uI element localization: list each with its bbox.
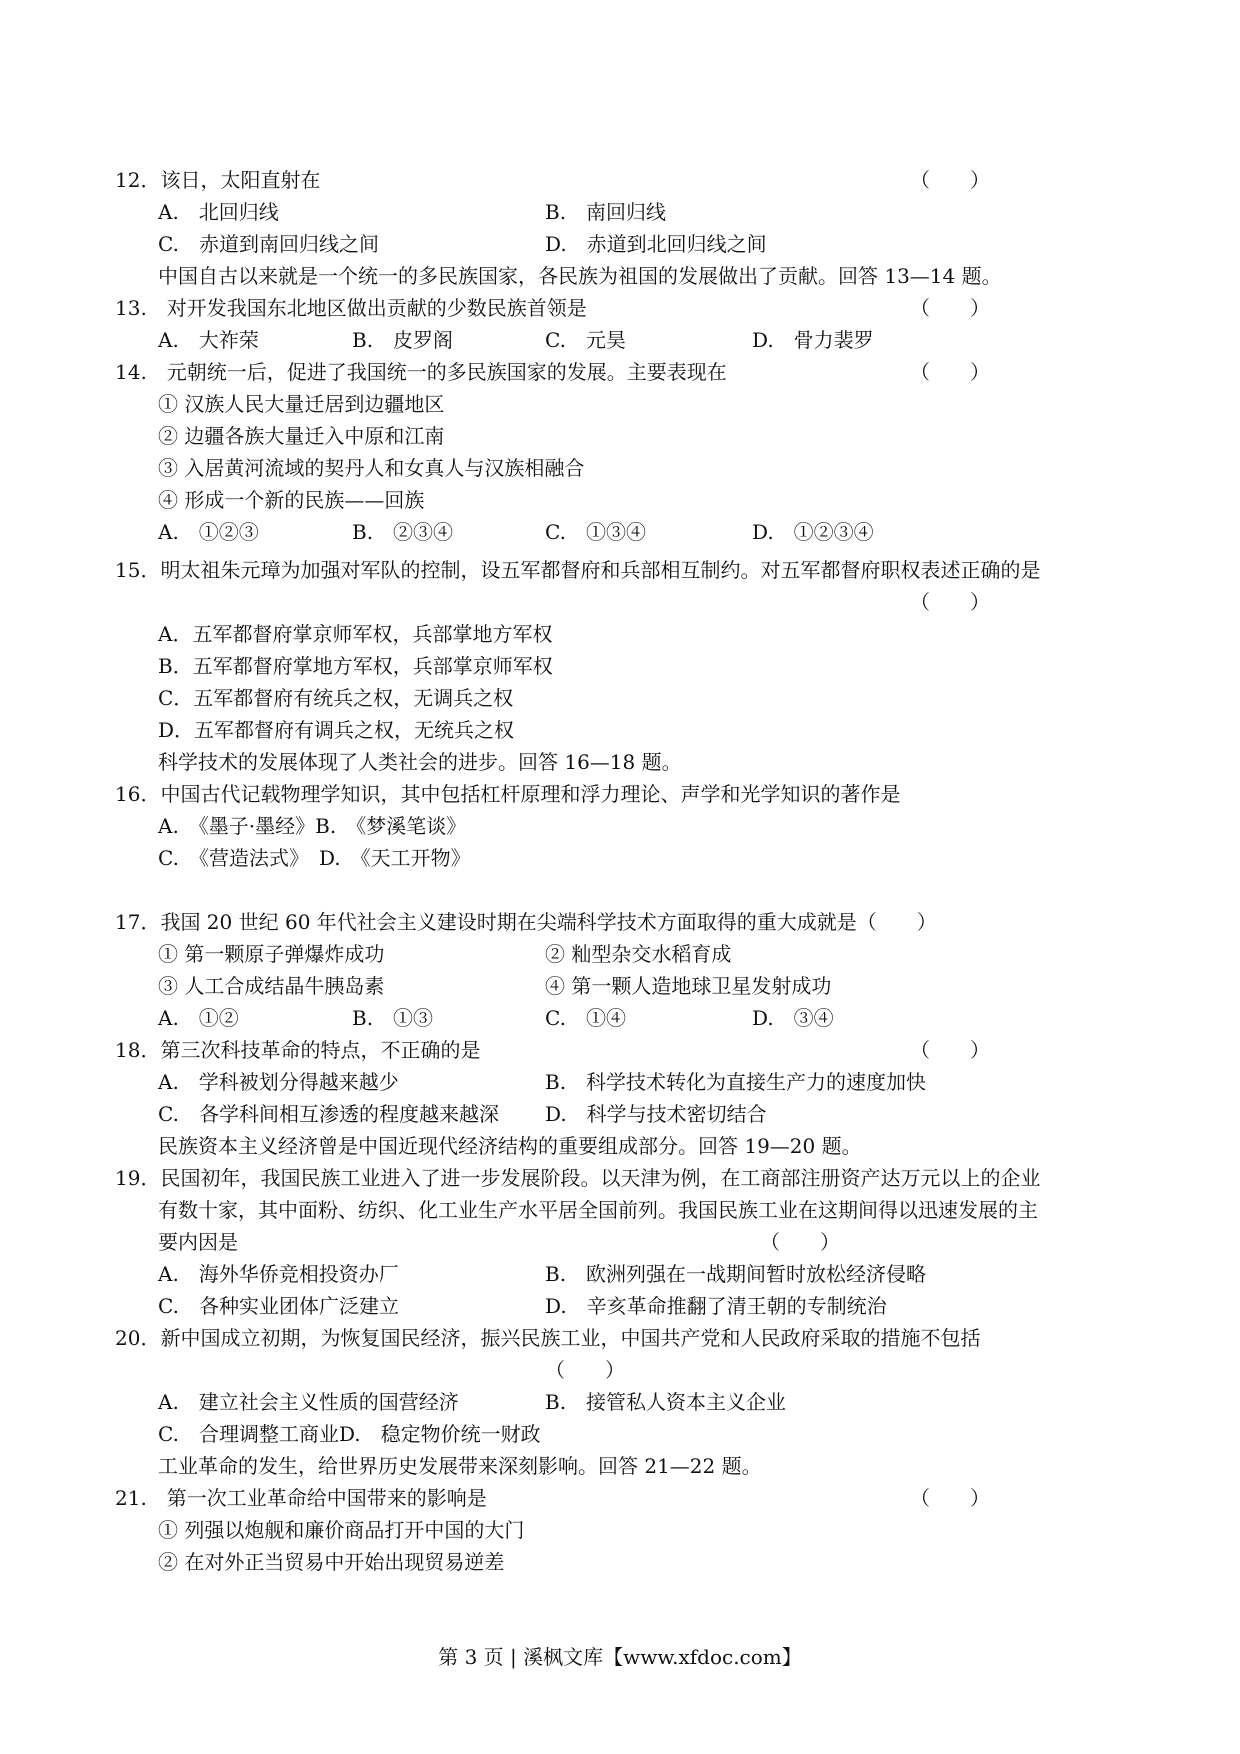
section-intro xyxy=(0,260,1240,292)
option: B. ②③④ xyxy=(352,520,454,544)
option: A. 北回归线 xyxy=(158,200,279,224)
statement-text: ② 边疆各族大量迁入中原和江南 xyxy=(158,424,445,448)
question-14 xyxy=(0,356,1240,388)
option: B. 皮罗阁 xyxy=(352,328,454,352)
question-21 xyxy=(0,1482,1240,1514)
intro-text: 科学技术的发展体现了人类社会的进步。回答 16—18 题。 xyxy=(158,750,682,774)
statement-text: ③ 入居黄河流域的契丹人和女真人与汉族相融合 xyxy=(158,456,585,480)
options-row xyxy=(0,1258,1240,1290)
option: B. 南回归线 xyxy=(545,200,667,224)
options-row xyxy=(0,1066,1240,1098)
question-stem: 14. 元朝统一后，促进了我国统一的多民族国家的发展。主要表现在 xyxy=(115,360,727,384)
option: D. 赤道到北回归线之间 xyxy=(545,232,767,256)
intro-text: 中国自古以来就是一个统一的多民族国家，各民族为祖国的发展做出了贡献。回答 13—14 题。 xyxy=(158,264,1002,288)
question-stem: 17．我国 20 世纪 60 年代社会主义建设时期在尖端科学技术方面取得的重大成就是（ ） xyxy=(115,910,937,934)
question-15 xyxy=(0,554,1240,586)
statements-row xyxy=(0,938,1240,970)
statement-text: ① 汉族人民大量迁居到边疆地区 xyxy=(158,392,445,416)
option: C. 元昊 xyxy=(545,328,626,352)
options-row xyxy=(0,196,1240,228)
option-line xyxy=(0,682,1240,714)
statement-text: ① 列强以炮舰和廉价商品打开中国的大门 xyxy=(158,1518,525,1542)
question-17 xyxy=(0,906,1240,938)
answer-paren: （ ） xyxy=(910,1038,990,1062)
options-row xyxy=(0,1418,1240,1450)
option: D．五军都督府有调兵之权，无统兵之权 xyxy=(158,718,515,742)
statements-row xyxy=(0,970,1240,1002)
option-line xyxy=(0,810,1240,842)
option: C. 赤道到南回归线之间 xyxy=(158,232,379,256)
question-stem: 21. 第一次工业革命给中国带来的影响是 xyxy=(115,1486,487,1510)
question-19 xyxy=(0,1162,1240,1194)
page-footer: 第 3 页 | 溪枫文库【www.xfdoc.com】 xyxy=(438,1645,802,1669)
statement xyxy=(0,452,1240,484)
question-20 xyxy=(0,1322,1240,1354)
statement xyxy=(0,484,1240,516)
option-line xyxy=(0,714,1240,746)
question-13 xyxy=(0,292,1240,324)
option: A．五军都督府掌京师军权，兵部掌地方军权 xyxy=(158,622,553,646)
question-stem: 有数十家，其中面粉、纺织、化工业生产水平居全国前列。我国民族工业在这期间得以迅速发展的主 xyxy=(158,1198,1038,1222)
option: C. ①④ xyxy=(545,1006,626,1030)
option: C. 合理调整工商业D. 稳定物价统一财政 xyxy=(158,1422,541,1446)
paren-row xyxy=(0,1354,1240,1386)
question-stem: 要内因是 xyxy=(158,1230,238,1254)
statement-text: ② 籼型杂交水稻育成 xyxy=(545,942,732,966)
option: B. 科学技术转化为直接生产力的速度加快 xyxy=(545,1070,927,1094)
answer-paren: （ ） xyxy=(910,168,990,192)
options-row xyxy=(0,228,1240,260)
answer-paren: （ ） xyxy=(910,1486,990,1510)
option: C. 各学科间相互渗透的程度越来越深 xyxy=(158,1102,499,1126)
options-row xyxy=(0,516,1240,548)
question-19-cont xyxy=(0,1194,1240,1226)
answer-paren: （ ） xyxy=(910,296,990,320)
statement-text: ④ 形成一个新的民族——回族 xyxy=(158,488,425,512)
answer-paren: （ ） xyxy=(760,1230,840,1254)
option: B. 欧洲列强在一战期间暂时放松经济侵略 xyxy=(545,1262,927,1286)
option: A. ①② xyxy=(158,1006,239,1030)
question-stem: 19．民国初年，我国民族工业进入了进一步发展阶段。以天津为例，在工商部注册资产达万元以上的企业 xyxy=(115,1166,1041,1190)
option: C. 《营造法式》 D. 《天工开物》 xyxy=(158,846,471,870)
intro-text: 民族资本主义经济曾是中国近现代经济结构的重要组成部分。回答 19—20 题。 xyxy=(158,1134,862,1158)
answer-paren: （ ） xyxy=(910,590,990,614)
options-row xyxy=(0,1386,1240,1418)
option: B. 接管私人资本主义企业 xyxy=(545,1390,787,1414)
answer-paren: （ ） xyxy=(910,360,990,384)
option: A. 学科被划分得越来越少 xyxy=(158,1070,399,1094)
option: A. 建立社会主义性质的国营经济 xyxy=(158,1390,459,1414)
options-row xyxy=(0,1002,1240,1034)
statement xyxy=(0,1546,1240,1578)
option: D. 科学与技术密切结合 xyxy=(545,1102,767,1126)
option: B．五军都督府掌地方军权，兵部掌京师军权 xyxy=(158,654,553,678)
option: A. ①②③ xyxy=(158,520,259,544)
section-intro xyxy=(0,746,1240,778)
statement-text: ② 在对外正当贸易中开始出现贸易逆差 xyxy=(158,1550,505,1574)
statement-text: ④ 第一颗人造地球卫星发射成功 xyxy=(545,974,832,998)
intro-text: 工业革命的发生，给世界历史发展带来深刻影响。回答 21—22 题。 xyxy=(158,1454,762,1478)
option: A. 《墨子·墨经》B. 《梦溪笔谈》 xyxy=(158,814,467,838)
option: C．五军都督府有统兵之权，无调兵之权 xyxy=(158,686,514,710)
statement xyxy=(0,1514,1240,1546)
question-12 xyxy=(0,164,1240,196)
options-row xyxy=(0,1290,1240,1322)
statement-text: ③ 人工合成结晶牛胰岛素 xyxy=(158,974,385,998)
statement xyxy=(0,388,1240,420)
section-intro xyxy=(0,1130,1240,1162)
answer-paren: （ ） xyxy=(545,1358,625,1382)
question-stem: 12．该日，太阳直射在 xyxy=(115,168,321,192)
option: C. 各种实业团体广泛建立 xyxy=(158,1294,399,1318)
option-line xyxy=(0,650,1240,682)
option: C. ①③④ xyxy=(545,520,646,544)
option-line xyxy=(0,842,1240,874)
option: B. ①③ xyxy=(352,1006,434,1030)
option: D. ③④ xyxy=(752,1006,834,1030)
option: D. ①②③④ xyxy=(752,520,874,544)
section-intro xyxy=(0,1450,1240,1482)
question-stem: 15．明太祖朱元璋为加强对军队的控制，设五军都督府和兵部相互制约。对五军都督府职权表述正确的是 xyxy=(115,558,1041,582)
options-row xyxy=(0,324,1240,356)
question-18 xyxy=(0,1034,1240,1066)
options-row xyxy=(0,1098,1240,1130)
option: D. 骨力裴罗 xyxy=(752,328,874,352)
question-stem: 13. 对开发我国东北地区做出贡献的少数民族首领是 xyxy=(115,296,587,320)
option-line xyxy=(0,618,1240,650)
paren-row xyxy=(0,586,1240,618)
question-16 xyxy=(0,778,1240,810)
option: D. 辛亥革命推翻了清王朝的专制统治 xyxy=(545,1294,887,1318)
statement xyxy=(0,420,1240,452)
option: A. 大祚荣 xyxy=(158,328,259,352)
question-stem: 18．第三次科技革命的特点，不正确的是 xyxy=(115,1038,481,1062)
statement-text: ① 第一颗原子弹爆炸成功 xyxy=(158,942,385,966)
question-stem: 20．新中国成立初期，为恢复国民经济，振兴民族工业，中国共产党和人民政府采取的措施不包括 xyxy=(115,1326,981,1350)
question-19-cont xyxy=(0,1226,1240,1258)
option: A. 海外华侨竞相投资办厂 xyxy=(158,1262,399,1286)
question-stem: 16．中国古代记载物理学知识，其中包括杠杆原理和浮力理论、声学和光学知识的著作是 xyxy=(115,782,901,806)
